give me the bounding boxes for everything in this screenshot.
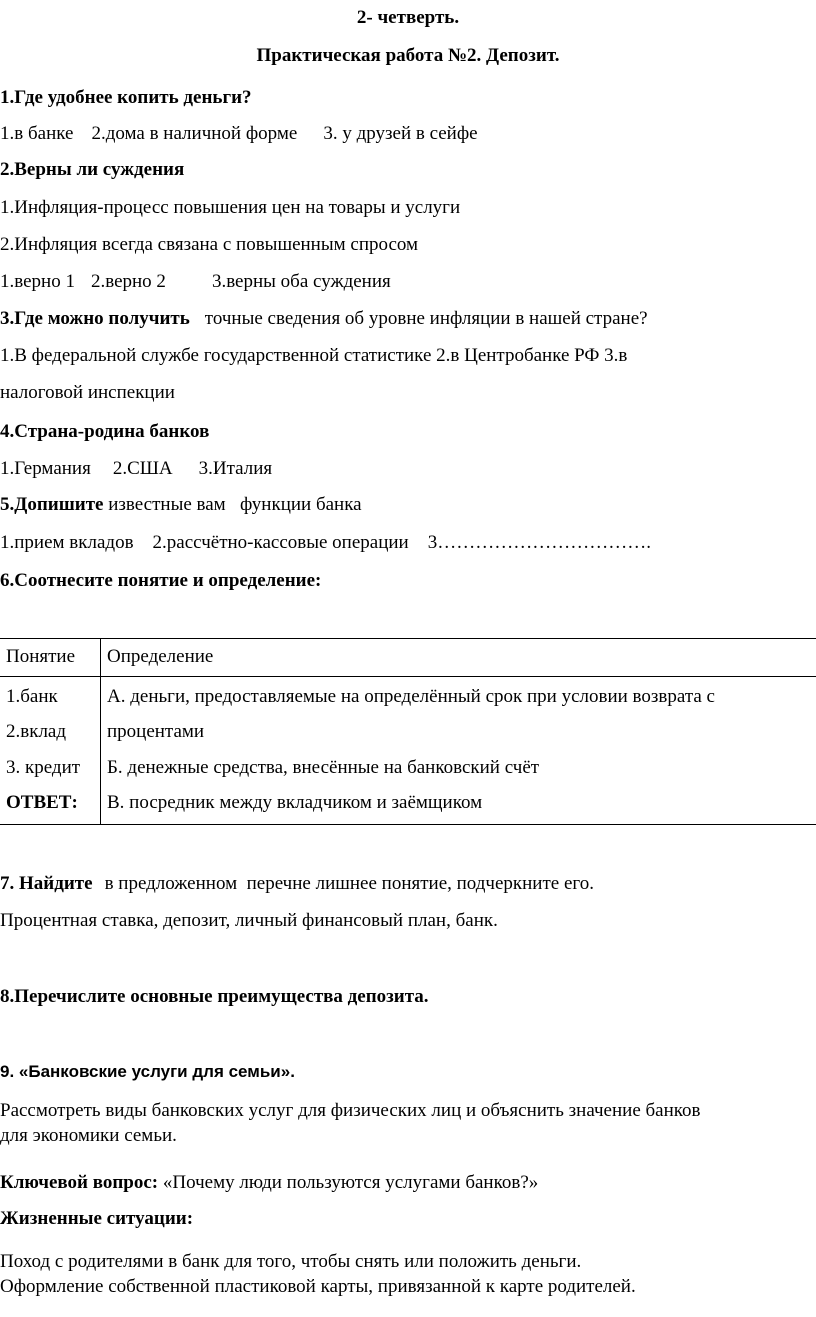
q1-option-1: 1.в банке [0, 123, 74, 144]
q4-option-2: 2.США [112, 458, 173, 479]
definition-cell: Б. денежные средства, внесённые на банковский счёт [107, 757, 540, 778]
q2-statement-1: 1.Инфляция-процесс повышения цен на товары и услуги [0, 197, 461, 218]
q2-option-2: 2.верно 2 [90, 271, 166, 292]
q4-options [0, 457, 816, 481]
definition-cell: А. деньги, предоставляемые на определённый срок при условии возврата с [107, 686, 715, 707]
table-row [0, 714, 816, 750]
concept-cell: 3. кредит [0, 750, 101, 786]
definition-cell: процентами [107, 721, 205, 742]
q3-answer-line-2: налоговой инспекции [0, 382, 175, 403]
table-row [0, 677, 816, 715]
situation-2: Оформление собственной пластиковой карты, привязанной к карте родителей. [0, 1276, 636, 1297]
q4-question: 4.Страна-родина банков [0, 421, 210, 442]
q3-question: 3.Где можно получить точные сведения об уровне инфляции в нашей стране? [0, 308, 648, 329]
q1-option-3: 3. у друзей в сейфе [323, 123, 478, 144]
concept-cell: 1.банк [0, 677, 101, 715]
q2-options [0, 270, 816, 294]
matching-table [0, 638, 816, 825]
table-header-definition: Определение [107, 646, 214, 667]
q2-statement-2: 2.Инфляция всегда связана с повышенным спросом [0, 234, 419, 255]
q5-question: 5.Допишите известные вам функции банка [0, 494, 362, 515]
q7-question: 7. Найдите в предложенном перечне лишнее понятие, подчеркните его. [0, 873, 594, 894]
table-row [0, 750, 816, 786]
table-header-concept: Понятие [0, 639, 101, 677]
page-title: Практическая работа №2. Депозит. [256, 45, 560, 66]
table-row [0, 786, 816, 825]
q2-question: 2.Верны ли суждения [0, 159, 185, 180]
definition-cell: В. посредник между вкладчиком и заёмщиком [107, 792, 483, 813]
q2-option-1: 1.верно 1 [0, 271, 75, 292]
quarter-heading: 2- четверть. [356, 7, 460, 28]
q2-option-3: 3.верны оба суждения [211, 271, 391, 292]
q1-option-2: 2.дома в наличной форме [91, 123, 298, 144]
concept-cell: 2.вклад [0, 714, 101, 750]
key-question-label: Ключевой вопрос: [0, 1172, 159, 1193]
q9-title: 9. «Банковские услуги для семьи». [0, 1062, 295, 1081]
q9-task-line-1: Рассмотреть виды банковских услуг для физических лиц и объяснить значение банков [0, 1100, 701, 1121]
key-question-text: «Почему люди пользуются услугами банков?» [162, 1172, 539, 1193]
situation-1: Поход с родителями в банк для того, чтобы снять или положить деньги. [0, 1251, 582, 1272]
answer-label-cell: ОТВЕТ: [0, 786, 101, 825]
q1-question: 1.Где удобнее копить деньги? [0, 87, 252, 108]
key-question [0, 1171, 816, 1195]
q4-option-3: 3.Италия [198, 458, 273, 479]
q1-options [0, 122, 816, 146]
q4-option-1: 1.Германия [0, 458, 91, 479]
q3-answer-line-1: 1.В федеральной службе государственной статистике 2.в Центробанке РФ 3.в [0, 345, 628, 366]
q9-task-line-2: для экономики семьи. [0, 1125, 177, 1146]
q5-answer: 1.прием вкладов 2.рассчётно-кассовые операции 3……………………………. [0, 532, 651, 553]
q7-list: Процентная ставка, депозит, личный финансовый план, банк. [0, 910, 498, 931]
table-header-row [0, 639, 816, 677]
q8-question: 8.Перечислите основные преимущества депозита. [0, 986, 429, 1007]
q6-question: 6.Соотнесите понятие и определение: [0, 570, 322, 591]
life-situations-label: Жизненные ситуации: [0, 1208, 194, 1229]
